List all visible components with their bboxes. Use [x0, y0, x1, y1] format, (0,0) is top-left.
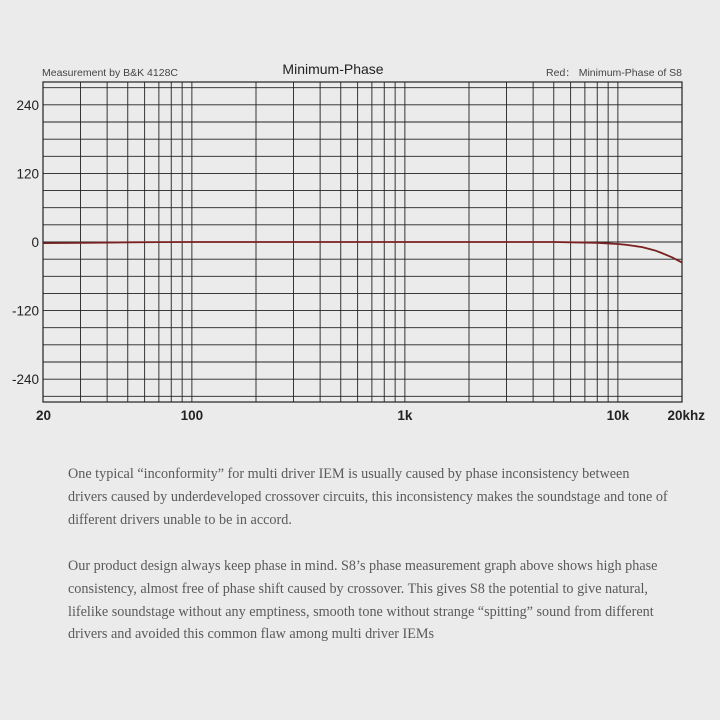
y-tick-label: -240: [11, 372, 39, 388]
x-tick-label: 20khz: [667, 408, 705, 423]
chart-note-left: Measurement by B&K 4128C: [42, 67, 178, 79]
chart-note-right: Red： Minimum-Phase of S8: [546, 67, 682, 79]
x-tick-label: 20: [36, 408, 52, 423]
y-tick-label: 240: [16, 97, 39, 113]
x-tick-label: 100: [180, 408, 204, 423]
description-paragraph-2: Our product design always keep phase in mind. S8’s phase measurement graph above shows high phase consistency, almost free of phase shift caused by crossover. This gives S8 the potential to give natural, lifelike soundstage without any emptiness, smooth tone without strange “spitting” sound from different drivers and avoided this common flaw among multi driver IEMs: [68, 558, 658, 643]
y-tick-label: 0: [31, 235, 39, 250]
y-tick-label: 120: [16, 166, 39, 182]
x-tick-label: 1k: [397, 408, 413, 423]
chart-title: Minimum-Phase: [282, 61, 384, 77]
y-tick-label: -120: [11, 303, 39, 319]
description-paragraph-1: One typical “inconformity” for multi driver IEM is usually caused by phase inconsistency between drivers caused by underdeveloped crossover circuits, this inconsistency makes the soundstage and tone of different drivers unable to be in accord.: [68, 466, 668, 528]
x-tick-label: 10k: [606, 408, 630, 423]
tick-labels: [12, 98, 705, 423]
